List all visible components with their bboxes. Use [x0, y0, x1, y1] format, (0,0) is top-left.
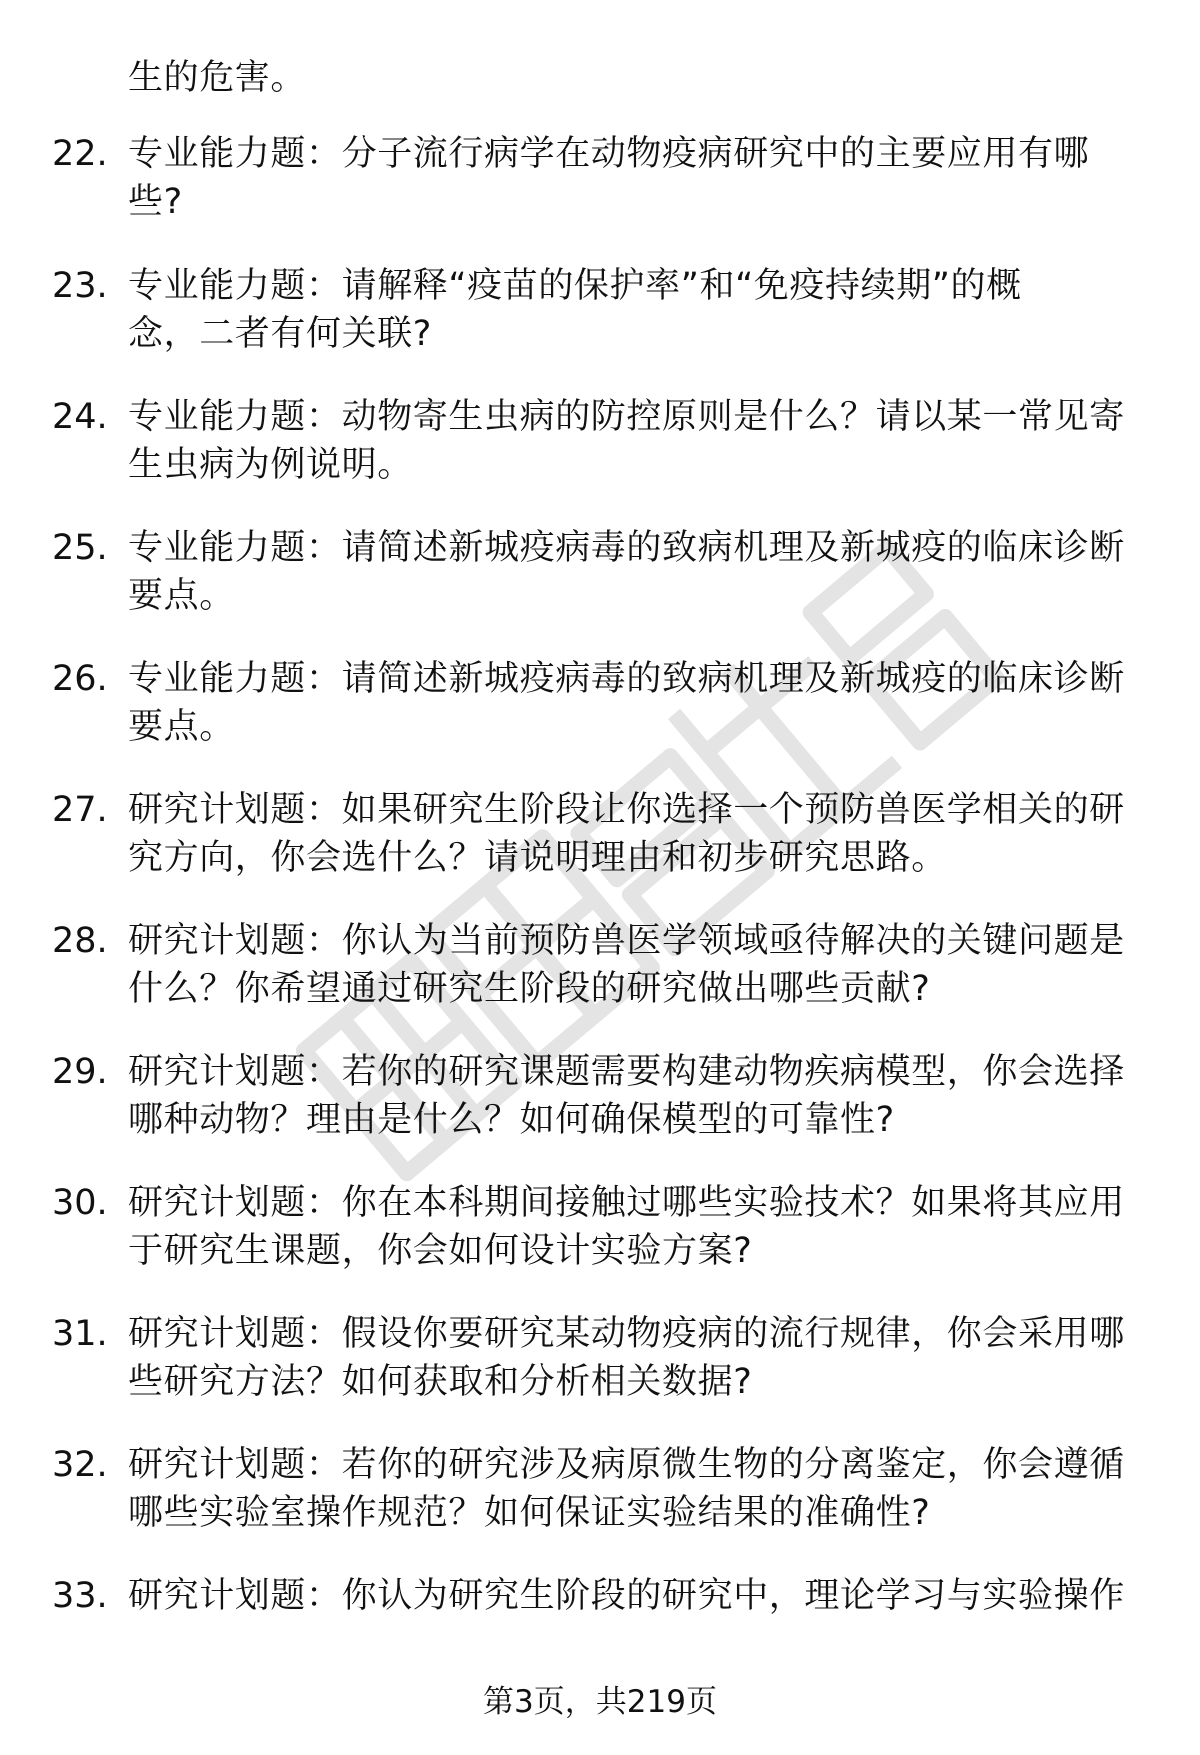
- question-number: 24.: [52, 397, 108, 437]
- question-number: 32.: [52, 1445, 108, 1485]
- question-number: 31.: [52, 1314, 108, 1354]
- question-text-line2: 生虫病为例说明。: [128, 445, 413, 485]
- question-item: [0, 524, 1200, 620]
- question-item: [0, 1179, 1200, 1275]
- question-text-line2: 哪种动物？理由是什么？如何确保模型的可靠性?: [128, 1100, 895, 1140]
- question-number: 23.: [52, 266, 108, 306]
- question-text-line2: 什么？你希望通过研究生阶段的研究做出哪些贡献?: [128, 969, 931, 1009]
- question-item: [0, 1572, 1200, 1668]
- question-number: 22.: [52, 134, 108, 174]
- question-text-line1: 研究计划题：若你的研究涉及病原微生物的分离鉴定，你会遵循: [128, 1445, 1125, 1485]
- question-number: 27.: [52, 790, 108, 830]
- question-text-line2: 念，二者有何关联?: [128, 314, 432, 354]
- question-number: 28.: [52, 921, 108, 961]
- question-number: 25.: [52, 528, 108, 568]
- question-number: 26.: [52, 659, 108, 699]
- question-number: 30.: [52, 1183, 108, 1223]
- question-text-line1: 专业能力题：动物寄生虫病的防控原则是什么？请以某一常见寄: [128, 397, 1125, 437]
- page-footer: 第3页，共219页: [483, 1684, 717, 1720]
- question-text-line2: 究方向，你会选什么？请说明理由和初步研究思路。: [128, 838, 947, 878]
- question-text-line1: 专业能力题：分子流行病学在动物疫病研究中的主要应用有哪: [128, 134, 1090, 174]
- question-number: 29.: [52, 1052, 108, 1092]
- question-text-line2: 些?: [128, 182, 183, 222]
- question-text-line2: 哪些实验室操作规范？如何保证实验结果的准确性?: [128, 1493, 931, 1533]
- question-item: [0, 1310, 1200, 1406]
- question-text-line2: 些研究方法？如何获取和分析相关数据?: [128, 1362, 753, 1402]
- question-item: [0, 262, 1200, 358]
- continuation-text: 生的危害。: [128, 58, 307, 98]
- question-item: [0, 1441, 1200, 1537]
- question-number: 33.: [52, 1576, 108, 1616]
- question-item: [0, 130, 1200, 226]
- question-text-line1: 专业能力题：请简述新城疫病毒的致病机理及新城疫的临床诊断: [128, 528, 1125, 568]
- question-text-line1: 研究计划题：你在本科期间接触过哪些实验技术？如果将其应用: [128, 1183, 1125, 1223]
- question-item: [0, 917, 1200, 1013]
- question-text-line1: 研究计划题：你认为研究生阶段的研究中，理论学习与实验操作: [128, 1576, 1125, 1616]
- question-text-line2: 要点。: [128, 707, 235, 747]
- question-text-line1: 研究计划题：若你的研究课题需要构建动物疾病模型，你会选择: [128, 1052, 1125, 1092]
- question-text-line2: 要点。: [128, 576, 235, 616]
- question-item: [0, 655, 1200, 751]
- question-text-line2: 于研究生课题，你会如何设计实验方案?: [128, 1231, 753, 1271]
- question-item: [0, 1048, 1200, 1144]
- question-text-line1: 研究计划题：假设你要研究某动物疫病的流行规律，你会采用哪: [128, 1314, 1125, 1354]
- question-item: [0, 786, 1200, 882]
- question-item: [0, 393, 1200, 489]
- question-text-line1: 研究计划题：你认为当前预防兽医学领域亟待解决的关键问题是: [128, 921, 1125, 961]
- question-text-line1: 专业能力题：请解释“疫苗的保护率”和“免疫持续期”的概: [128, 266, 1022, 306]
- question-text-line1: 专业能力题：请简述新城疫病毒的致病机理及新城疫的临床诊断: [128, 659, 1125, 699]
- question-text-line1: 研究计划题：如果研究生阶段让你选择一个预防兽医学相关的研: [128, 790, 1125, 830]
